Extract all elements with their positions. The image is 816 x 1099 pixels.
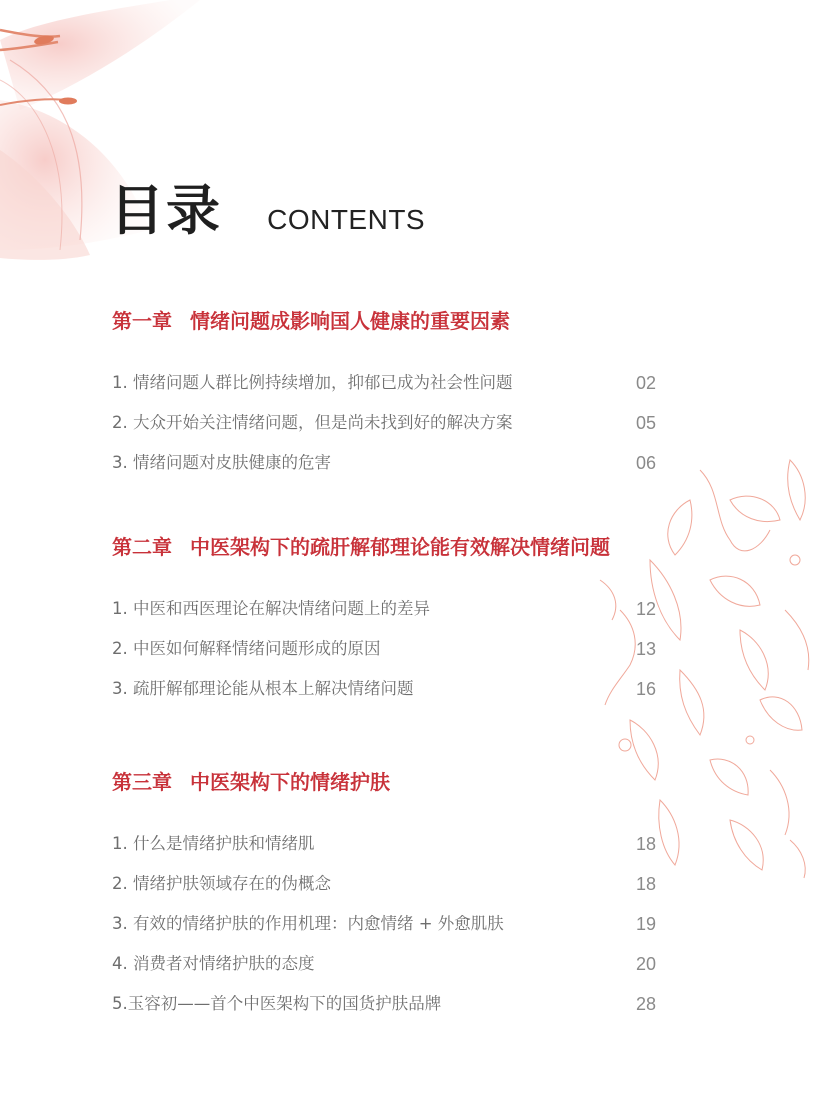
entry-text: 1. 什么是情绪护肤和情绪肌 bbox=[112, 834, 315, 853]
entry-page-number: 02 bbox=[635, 373, 656, 393]
chapter-name: 情绪问题成影响国人健康的重要因素 bbox=[190, 309, 510, 333]
entry-page-number: 16 bbox=[635, 679, 656, 699]
entry-text: 3. 情绪问题对皮肤健康的危害 bbox=[112, 453, 331, 472]
entry-text: 1. 情绪问题人群比例持续增加，抑郁已成为社会性问题 bbox=[112, 373, 513, 392]
toc-entry[interactable] bbox=[112, 871, 662, 911]
toc-entry[interactable] bbox=[112, 831, 662, 871]
entry-page-number: 19 bbox=[635, 914, 656, 934]
chapter-2 bbox=[112, 532, 662, 716]
toc-entry[interactable] bbox=[112, 636, 662, 676]
toc-entry[interactable] bbox=[112, 410, 662, 450]
chapter-entries bbox=[112, 831, 662, 1031]
entry-page-number: 12 bbox=[635, 599, 656, 619]
entry-page-number: 06 bbox=[635, 453, 656, 473]
entry-text: 5.玉容初——首个中医架构下的国货护肤品牌 bbox=[112, 994, 442, 1013]
chapter-number: 第一章 bbox=[112, 309, 172, 333]
entry-page-number: 05 bbox=[635, 413, 656, 433]
chapter-number: 第三章 bbox=[112, 770, 172, 794]
chapter-name: 中医架构下的情绪护肤 bbox=[190, 770, 390, 794]
toc-title-chinese: 目录 bbox=[110, 179, 222, 242]
toc-entry[interactable] bbox=[112, 951, 662, 991]
chapter-1 bbox=[112, 306, 662, 490]
entry-text: 3. 疏肝解郁理论能从根本上解决情绪问题 bbox=[112, 679, 414, 698]
chapter-title[interactable] bbox=[112, 532, 662, 562]
chapter-3 bbox=[112, 767, 662, 1031]
entry-page-number: 18 bbox=[635, 874, 656, 894]
chapter-entries bbox=[112, 370, 662, 490]
entry-text: 2. 情绪护肤领域存在的伪概念 bbox=[112, 874, 331, 893]
entry-page-number: 13 bbox=[635, 639, 656, 659]
entry-text: 4. 消费者对情绪护肤的态度 bbox=[112, 954, 315, 973]
toc-entry[interactable] bbox=[112, 911, 662, 951]
toc-title-english: CONTENTS bbox=[267, 204, 426, 235]
chapter-number: 第二章 bbox=[112, 535, 172, 559]
toc-entry[interactable] bbox=[112, 450, 662, 490]
toc-entry[interactable] bbox=[112, 596, 662, 636]
entry-text: 2. 中医如何解释情绪问题形成的原因 bbox=[112, 639, 381, 658]
entry-page-number: 28 bbox=[635, 994, 656, 1014]
toc-entry[interactable] bbox=[112, 676, 662, 716]
chapter-name: 中医架构下的疏肝解郁理论能有效解决情绪问题 bbox=[190, 535, 610, 559]
chapter-entries bbox=[112, 596, 662, 716]
chapter-title[interactable] bbox=[112, 306, 662, 336]
chapter-title[interactable] bbox=[112, 767, 662, 797]
toc-entry[interactable] bbox=[112, 370, 662, 410]
entry-page-number: 20 bbox=[635, 954, 656, 974]
toc-heading bbox=[110, 168, 425, 245]
entry-text: 3. 有效的情绪护肤的作用机理：内愈情绪 + 外愈肌肤 bbox=[112, 914, 504, 933]
entry-text: 2. 大众开始关注情绪问题，但是尚未找到好的解决方案 bbox=[112, 413, 513, 432]
entry-page-number: 18 bbox=[635, 834, 656, 854]
toc-entry[interactable] bbox=[112, 991, 662, 1031]
entry-text: 1. 中医和西医理论在解决情绪问题上的差异 bbox=[112, 599, 430, 618]
